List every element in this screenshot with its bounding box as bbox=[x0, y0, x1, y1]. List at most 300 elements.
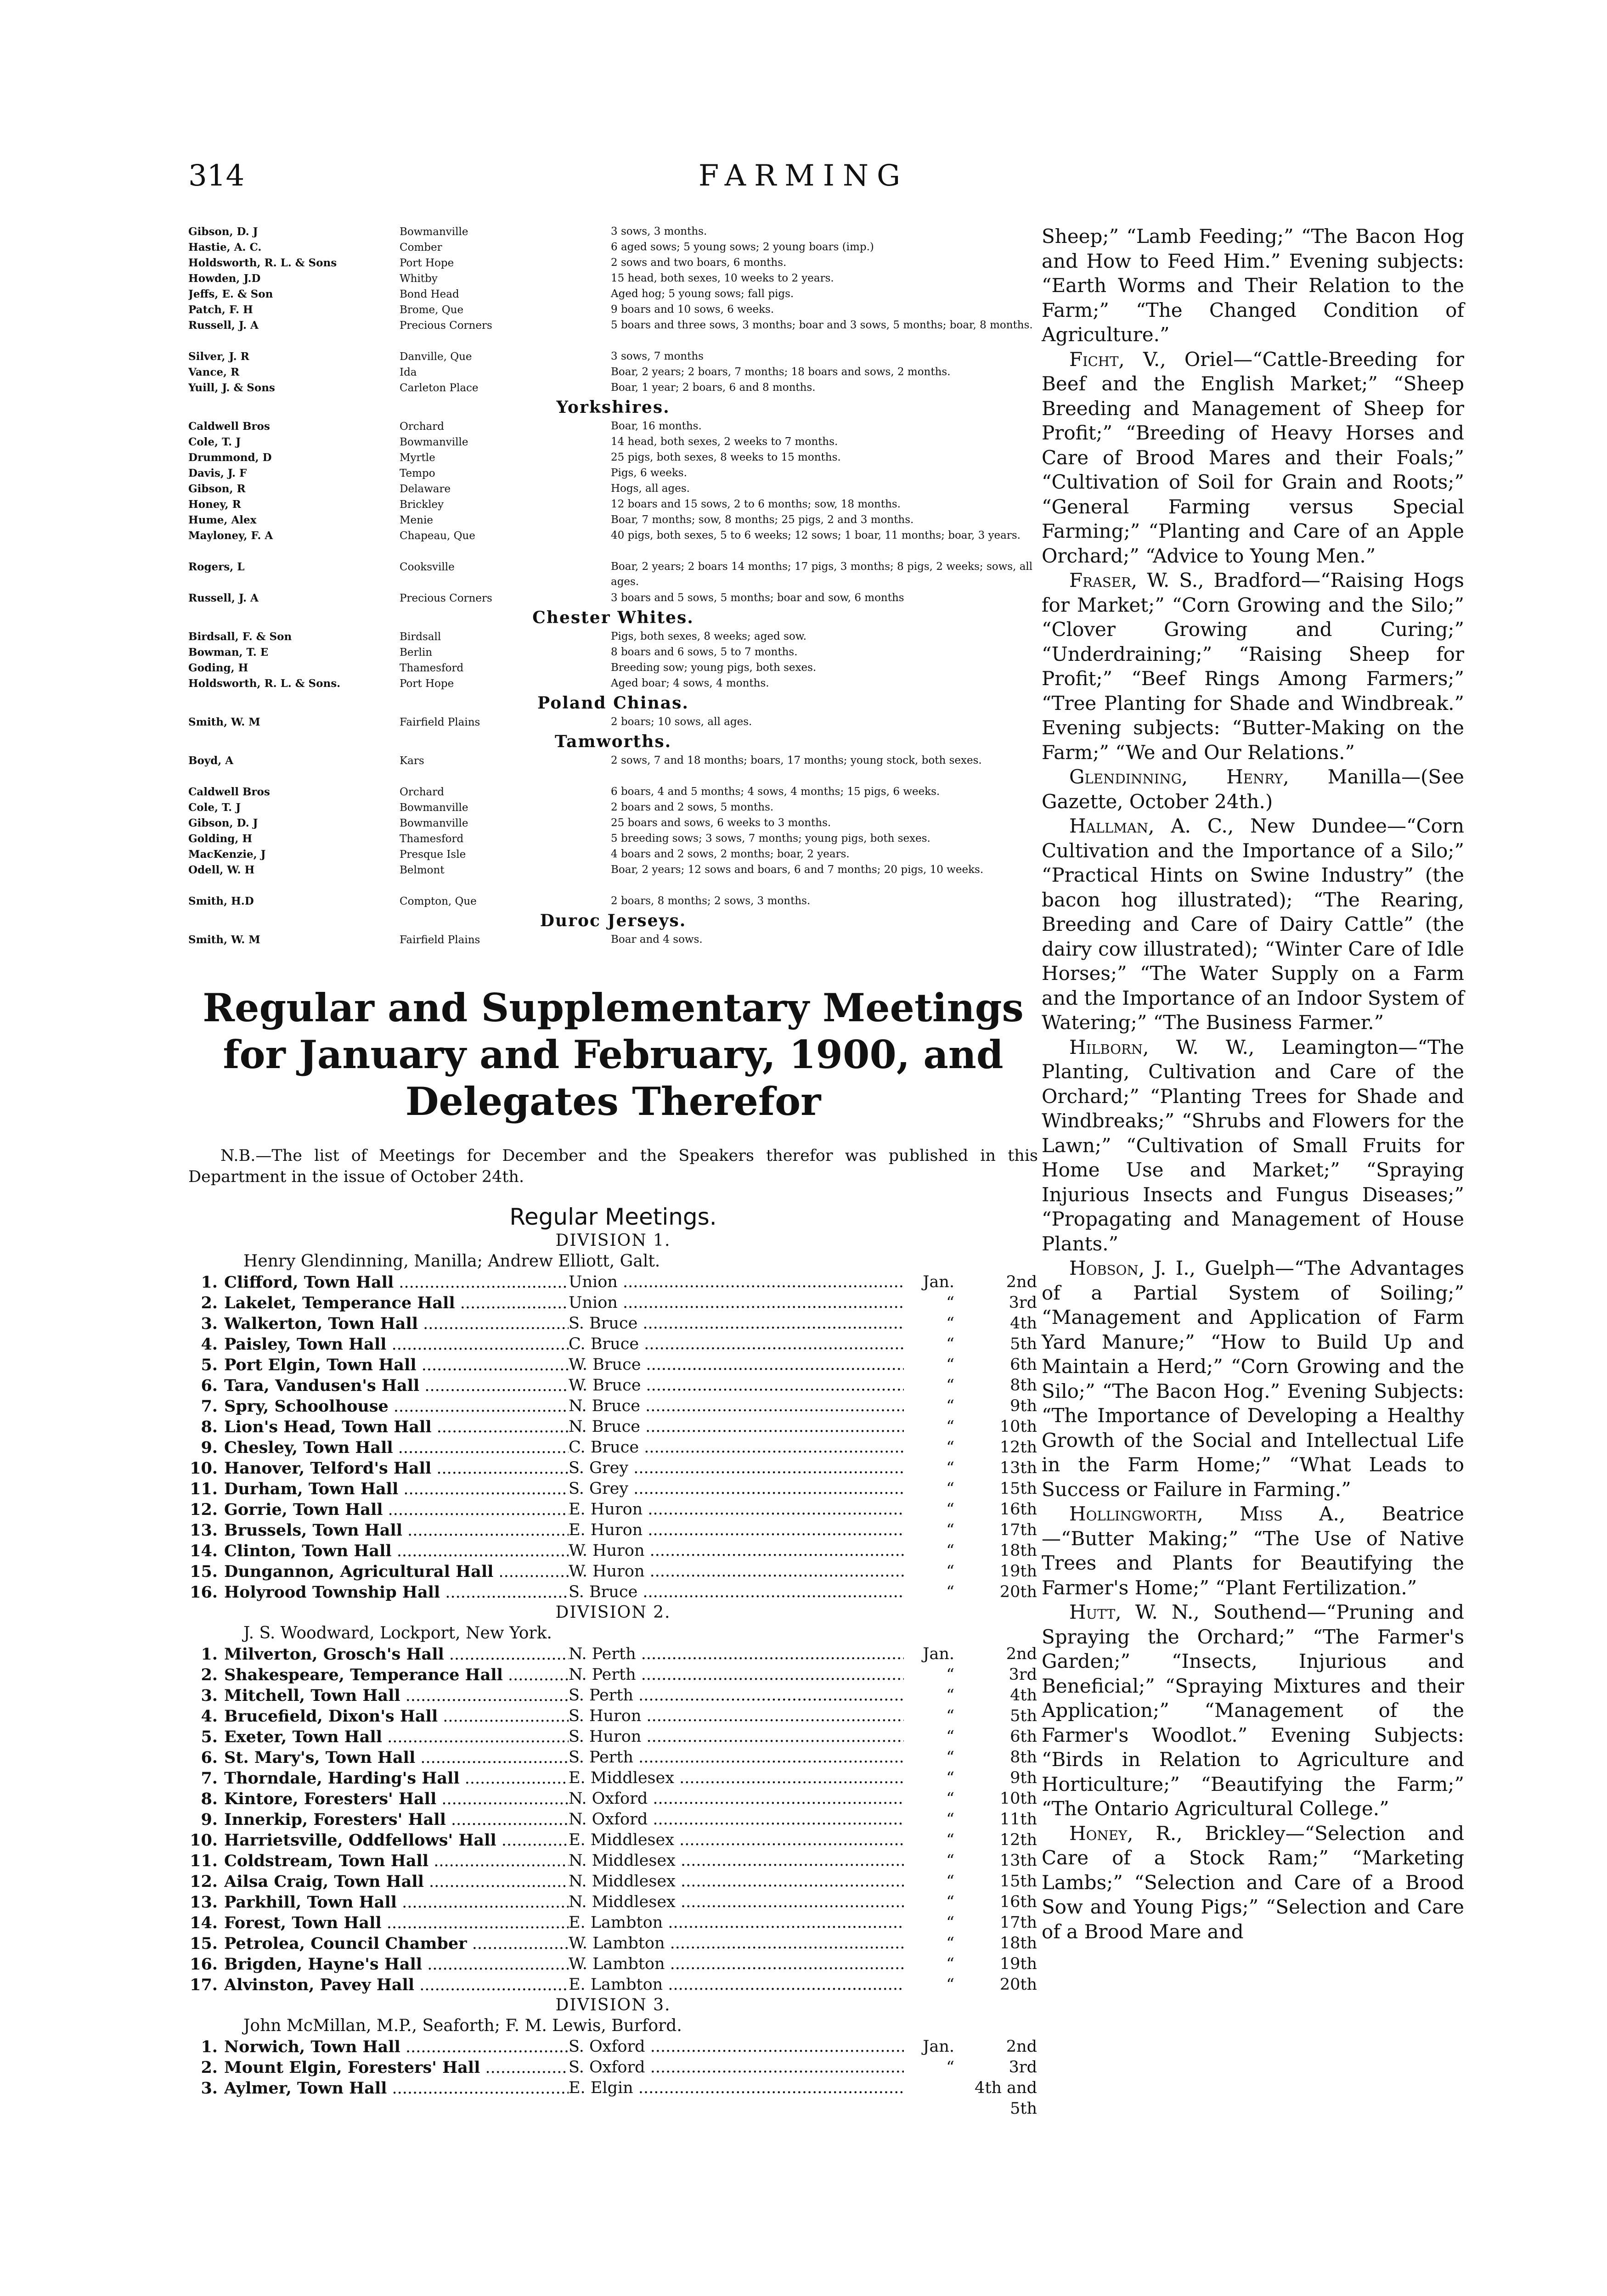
meeting-day: 5th bbox=[1010, 1335, 1037, 1353]
breeder-stock: 6 boars, 4 and 5 months; 4 sows, 4 months; 15 pigs, 6 weeks. bbox=[611, 786, 940, 798]
breeder-location: Whitby bbox=[400, 273, 438, 285]
breeder-name: Yuill, J. & Sons bbox=[188, 382, 275, 394]
meeting-number: 3. bbox=[201, 2079, 218, 2098]
meeting-month: “ bbox=[946, 1459, 954, 1477]
breeder-row bbox=[188, 466, 1038, 481]
meeting-number: 1. bbox=[201, 2037, 218, 2056]
breeder-location: Belmont bbox=[400, 864, 445, 876]
breeder-stock: 25 boars and sows, 6 weeks to 3 months. bbox=[611, 817, 831, 829]
breeder-row bbox=[188, 660, 1038, 676]
section-heading-duroc-jerseys: Duroc Jerseys. bbox=[540, 911, 687, 930]
breeder-row bbox=[188, 240, 1038, 255]
meeting-number: 8. bbox=[201, 1418, 218, 1436]
meeting-place: Innerkip, Foresters' Hall ..... bbox=[224, 1809, 569, 1830]
meeting-place: Tara, Vandusen's Hall ..... bbox=[224, 1375, 569, 1396]
breeder-row bbox=[188, 318, 1038, 349]
breeder-stock: Aged hog; 5 young sows; fall pigs. bbox=[611, 288, 794, 300]
breeder-name: Odell, W. H bbox=[188, 864, 255, 876]
meeting-county: S. Perth ..... bbox=[569, 1747, 904, 1768]
meeting-month: “ bbox=[946, 1728, 954, 1746]
meeting-place: Lakelet, Temperance Hall ..... bbox=[224, 1293, 569, 1313]
meeting-place: Ailsa Craig, Town Hall ..... bbox=[224, 1871, 569, 1892]
meeting-number: 3. bbox=[201, 1314, 218, 1333]
meeting-day: 15th bbox=[999, 1872, 1037, 1891]
breeder-row bbox=[188, 349, 1038, 365]
left-column bbox=[188, 224, 1038, 2118]
breeder-name: Boyd, A bbox=[188, 754, 234, 767]
section-heading-tamworths: Tamworths. bbox=[554, 732, 672, 751]
meeting-county: Union ..... bbox=[569, 1272, 904, 1293]
meeting-month: Jan. bbox=[923, 1645, 954, 1663]
meeting-number: 7. bbox=[201, 1397, 218, 1416]
meeting-county: S. Grey ..... bbox=[569, 1479, 904, 1499]
speaker-entry bbox=[1042, 224, 1464, 347]
meeting-county: W. Bruce ..... bbox=[569, 1375, 904, 1396]
meeting-number: 4. bbox=[201, 1335, 218, 1354]
meeting-county: E. Elgin ..... bbox=[569, 2078, 904, 2099]
breeder-stock: 8 boars and 6 sows, 5 to 7 months. bbox=[611, 646, 798, 658]
meeting-row bbox=[188, 1479, 1038, 1499]
article-note: N.B.—The list of Meetings for December and the Speakers therefor was published in this Department in the issue of October 24th. bbox=[188, 1147, 1038, 1186]
meeting-county: N. Oxford ..... bbox=[569, 1789, 904, 1809]
meeting-row bbox=[188, 1871, 1038, 1892]
breeder-location: Brickley bbox=[400, 499, 444, 511]
breeder-stock: 2 sows and two boars, 6 months. bbox=[611, 257, 787, 269]
meeting-row bbox=[188, 1582, 1038, 1603]
breeder-location: Fairfield Plains bbox=[400, 934, 480, 946]
meeting-number: 12. bbox=[190, 1872, 218, 1891]
breeder-stock: 4 boars and 2 sows, 2 months; boar, 2 years. bbox=[611, 848, 850, 860]
meeting-county: S. Bruce ..... bbox=[569, 1313, 904, 1334]
meeting-row bbox=[188, 1685, 1038, 1706]
breeder-name: Caldwell Bros bbox=[188, 786, 270, 798]
meeting-place: Brigden, Hayne's Hall ..... bbox=[224, 1954, 569, 1975]
meeting-month: “ bbox=[946, 1356, 954, 1374]
meeting-row bbox=[188, 1520, 1038, 1541]
meeting-county: E. Lambton ..... bbox=[569, 1975, 904, 1995]
breeder-row bbox=[188, 591, 1038, 606]
speaker-name: Glendinning, Henry bbox=[1069, 765, 1283, 788]
meeting-number: 6. bbox=[201, 1748, 218, 1767]
meeting-county: W. Huron ..... bbox=[569, 1541, 904, 1561]
meeting-county: S. Huron ..... bbox=[569, 1706, 904, 1727]
breeder-stock: Aged boar; 4 sows, 4 months. bbox=[611, 677, 769, 689]
breeder-name: Cole, T. J bbox=[188, 436, 241, 448]
breeder-name: Gibson, D. J bbox=[188, 225, 258, 238]
meeting-row bbox=[188, 1830, 1038, 1851]
breeder-list-yorkshires bbox=[188, 419, 1038, 606]
meeting-month: “ bbox=[946, 2058, 954, 2077]
meeting-county: S. Grey ..... bbox=[569, 1458, 904, 1479]
speaker-entry bbox=[1042, 347, 1464, 568]
meeting-month: “ bbox=[946, 1438, 954, 1457]
division-2-speakers: J. S. Woodward, Lockport, New York. bbox=[243, 1624, 552, 1643]
breeder-location: Myrtle bbox=[400, 452, 435, 464]
breeder-stock: Boar, 16 months. bbox=[611, 420, 702, 432]
breeder-location: Bowmanville bbox=[400, 436, 468, 448]
meeting-place: Coldstream, Town Hall ..... bbox=[224, 1851, 569, 1871]
breeder-stock: Hogs, all ages. bbox=[611, 483, 690, 495]
speaker-topics: , New Dundee—“Corn Cultivation and the Importance of a Silo;” “Practical Hints on Swine Industry” (the bacon hog illustrated); “The Rearing, Breeding and Care of Dairy Cattle” (the dairy cow illustrated); “Winter Care of Idle Horses;” “The Water Supply on a Farm and the Importance of an Indoor System of Watering;” “The Business Farmer.” bbox=[1042, 815, 1464, 1034]
breeder-stock: 3 sows, 7 months bbox=[611, 350, 704, 362]
breeder-location: Menie bbox=[400, 514, 433, 526]
article-title: Regular and Supplementary Meetings for January and February, 1900, and Delegates Therefor bbox=[203, 985, 1024, 1124]
breeder-list-berkshires bbox=[188, 224, 1038, 396]
breeder-stock: Boar, 1 year; 2 boars, 6 and 8 months. bbox=[611, 382, 816, 394]
breeder-name: Smith, H.D bbox=[188, 895, 254, 907]
meeting-county: E. Middlesex ..... bbox=[569, 1830, 904, 1851]
breeder-location: Ida bbox=[400, 366, 417, 378]
meeting-county: N. Middlesex ..... bbox=[569, 1871, 904, 1892]
speaker-name: Hallman, A. C. bbox=[1069, 815, 1228, 837]
meeting-row bbox=[188, 1809, 1038, 1830]
breeder-stock: 15 head, both sexes, 10 weeks to 2 years. bbox=[611, 272, 834, 284]
breeder-name: Drummond, D bbox=[188, 451, 272, 464]
breeder-stock: 3 boars and 5 sows, 5 months; boar and sow, 6 months bbox=[611, 592, 904, 604]
meeting-row bbox=[188, 1851, 1038, 1871]
breeder-name: Hume, Alex bbox=[188, 514, 257, 526]
meeting-month: “ bbox=[946, 1810, 954, 1829]
meeting-county: E. Lambton ..... bbox=[569, 1913, 904, 1933]
meeting-day: 9th bbox=[1010, 1769, 1037, 1787]
breeder-location: Bond Head bbox=[400, 288, 459, 300]
meeting-row bbox=[188, 1913, 1038, 1933]
breeder-location: Port Hope bbox=[400, 257, 454, 269]
meeting-row bbox=[188, 1499, 1038, 1520]
breeder-name: Holdsworth, R. L. & Sons bbox=[188, 257, 337, 269]
meeting-month: “ bbox=[946, 1790, 954, 1808]
section-heading-yorkshires: Yorkshires. bbox=[556, 398, 670, 417]
meeting-row bbox=[188, 1355, 1038, 1375]
breeder-location: Orchard bbox=[400, 786, 444, 798]
meeting-day: 19th bbox=[999, 1562, 1037, 1581]
meeting-day: 2nd bbox=[1006, 1273, 1037, 1291]
meeting-place: Brussels, Town Hall ..... bbox=[224, 1520, 569, 1541]
meeting-county: N. Middlesex ..... bbox=[569, 1851, 904, 1871]
breeder-row bbox=[188, 559, 1038, 591]
meeting-month: “ bbox=[946, 1521, 954, 1539]
breeder-name: Howden, J.D bbox=[188, 272, 261, 285]
breeder-location: Orchard bbox=[400, 421, 444, 433]
meeting-place: Clifford, Town Hall ..... bbox=[224, 1272, 569, 1293]
meeting-row bbox=[188, 1293, 1038, 1313]
meeting-place: Kintore, Foresters' Hall ..... bbox=[224, 1789, 569, 1809]
meeting-county: W. Lambton ..... bbox=[569, 1954, 904, 1975]
breeder-location: Danville, Que bbox=[400, 351, 472, 363]
meeting-month: “ bbox=[946, 1955, 954, 1973]
breeder-name: Smith, W. M bbox=[188, 934, 260, 946]
meeting-place: Spry, Schoolhouse ..... bbox=[224, 1396, 569, 1417]
meeting-month: “ bbox=[946, 1562, 954, 1581]
division-2-heading: DIVISION 2. bbox=[555, 1603, 671, 1622]
meeting-number: 5. bbox=[201, 1356, 218, 1374]
breeder-location: Presque Isle bbox=[400, 849, 466, 861]
speaker-name: Hollingworth, Miss A. bbox=[1069, 1503, 1339, 1525]
speaker-topics: , Southend—“Pruning and Spraying the Orchard;” “The Farmer's Garden;” “Insects, Injurious and Beneficial;” “Spraying Mixtures and their Application;” “Management of the Farmer's Woodlot.” Evening Subjects: “Birds in Relation to Agriculture and Horticulture;” “Beautifying the Farm;” “The Ontario Agricultural College.” bbox=[1042, 1601, 1464, 1820]
speaker-name: Hutt, W. N. bbox=[1069, 1601, 1194, 1623]
meeting-day: 20th bbox=[999, 1583, 1037, 1601]
breeder-row bbox=[188, 481, 1038, 497]
meeting-place: Aylmer, Town Hall ..... bbox=[224, 2078, 569, 2099]
breeder-stock: 5 breeding sows; 3 sows, 7 months; young pigs, both sexes. bbox=[611, 833, 930, 844]
speaker-name: Hilborn, W. W. bbox=[1069, 1035, 1248, 1058]
breeder-name: Holdsworth, R. L. & Sons. bbox=[188, 677, 341, 690]
breeder-row bbox=[188, 271, 1038, 287]
breeder-name: Cole, T. J bbox=[188, 801, 241, 814]
meeting-county: S. Oxford ..... bbox=[569, 2037, 904, 2057]
breeder-location: Thamesford bbox=[400, 833, 464, 845]
meeting-month: Jan. bbox=[923, 1273, 954, 1291]
meeting-place: Milverton, Grosch's Hall ..... bbox=[224, 1644, 569, 1665]
speaker-entry bbox=[1042, 765, 1464, 814]
breeder-list-chester-whites bbox=[188, 629, 1038, 692]
breeder-location: Bowmanville bbox=[400, 226, 468, 238]
breeder-stock: 2 boars, 8 months; 2 sows, 3 months. bbox=[611, 895, 811, 907]
meeting-month: “ bbox=[946, 1314, 954, 1333]
breeder-name: Silver, J. R bbox=[188, 350, 249, 363]
meeting-number: 15. bbox=[190, 1562, 218, 1581]
breeder-list-poland-chinas bbox=[188, 715, 1038, 730]
meeting-day: 8th bbox=[1010, 1376, 1037, 1395]
speaker-topics: , Bradford—“Raising Hogs for Market;” “Corn Growing and the Silo;” “Clover Growing and Curing;” “Underdraining;” “Raising Sheep for Profit;” “Beef Rings Among Farmers;” “Tree Planting for Shade and Windbreak.” Evening subjects: “Butter-Making on the Farm;” “We and Our Relations.” bbox=[1042, 569, 1464, 764]
meeting-row bbox=[188, 1396, 1038, 1417]
meeting-month: “ bbox=[946, 1294, 954, 1312]
speaker-topics: , Manilla—(See Gazette, October 24th.) bbox=[1042, 765, 1464, 813]
meeting-day: 8th bbox=[1010, 1748, 1037, 1767]
meeting-row bbox=[188, 1437, 1038, 1458]
breeder-name: Patch, F. H bbox=[188, 304, 253, 316]
meeting-county: E. Huron ..... bbox=[569, 1520, 904, 1541]
meeting-row bbox=[188, 2078, 1038, 2118]
breeder-stock: 9 boars and 10 sows, 6 weeks. bbox=[611, 304, 774, 315]
speaker-entry bbox=[1042, 568, 1464, 765]
breeder-row bbox=[188, 255, 1038, 271]
meeting-month: “ bbox=[946, 1666, 954, 1684]
meeting-county: N. Perth ..... bbox=[569, 1665, 904, 1685]
page-number: 314 bbox=[188, 159, 245, 193]
meeting-day: 17th bbox=[999, 1521, 1037, 1539]
division-1-speakers: Henry Glendinning, Manilla; Andrew Elliott, Galt. bbox=[243, 1252, 660, 1271]
regular-meetings-heading: Regular Meetings. bbox=[509, 1204, 717, 1230]
meeting-place: Clinton, Town Hall ..... bbox=[224, 1541, 569, 1561]
breeder-name: Gibson, R bbox=[188, 483, 246, 495]
breeder-stock: 2 boars and 2 sows, 5 months. bbox=[611, 801, 774, 813]
breeder-location: Precious Corners bbox=[400, 592, 492, 604]
meeting-county: W. Lambton ..... bbox=[569, 1933, 904, 1954]
speaker-name: Honey, R. bbox=[1069, 1822, 1177, 1845]
meeting-day: 2nd bbox=[1006, 2037, 1037, 2056]
breeder-name: Caldwell Bros bbox=[188, 420, 270, 433]
breeder-name: Smith, W. M bbox=[188, 716, 260, 728]
breeder-name: Hastie, A. C. bbox=[188, 241, 262, 253]
breeder-location: Chapeau, Que bbox=[400, 530, 475, 542]
meeting-month: “ bbox=[946, 1769, 954, 1787]
meeting-place: Mitchell, Town Hall ..... bbox=[224, 1685, 569, 1706]
meeting-day: 2nd bbox=[1006, 1645, 1037, 1663]
meeting-county: N. Perth ..... bbox=[569, 1644, 904, 1665]
meeting-month: Jan. bbox=[923, 2037, 954, 2056]
meeting-number: 2. bbox=[201, 1666, 218, 1684]
breeder-row bbox=[188, 512, 1038, 528]
meeting-number: 13. bbox=[190, 1893, 218, 1912]
breeder-row bbox=[188, 676, 1038, 692]
breeder-list-tamworths bbox=[188, 753, 1038, 909]
breeder-location: Bowmanville bbox=[400, 817, 468, 829]
breeder-name: Mayloney, F. A bbox=[188, 529, 273, 542]
meeting-county: N. Bruce ..... bbox=[569, 1396, 904, 1417]
meeting-row bbox=[188, 1313, 1038, 1334]
meeting-row bbox=[188, 1789, 1038, 1809]
meeting-number: 3. bbox=[201, 1686, 218, 1705]
speaker-name: Fraser, W. S. bbox=[1069, 569, 1198, 591]
breeder-name: Rogers, L bbox=[188, 561, 245, 573]
meeting-month: “ bbox=[946, 1934, 954, 1953]
speaker-topics: , Oriel—“Cattle-Breeding for Beef and the English Market;” “Sheep Breeding and Management of Sheep for Profit;” “Breeding of Heavy Horses and Care of Brood Mares and their Foals;” “Cultivation of Soil for Grain and Roots;” “General Farming versus Special Farming;” “Planting and Care of an Apple Orchard;” “Advice to Young Men.” bbox=[1042, 348, 1464, 567]
breeder-list-duroc-jerseys bbox=[188, 932, 1038, 948]
meeting-number: 9. bbox=[201, 1438, 218, 1457]
breeder-location: Compton, Que bbox=[400, 895, 477, 907]
meeting-day: 3rd bbox=[1009, 1294, 1037, 1312]
meeting-row bbox=[188, 1727, 1038, 1747]
breeder-stock: Boar, 7 months; sow, 8 months; 25 pigs, 2 and 3 months. bbox=[611, 514, 914, 526]
meeting-county: E. Huron ..... bbox=[569, 1499, 904, 1520]
meeting-day: 3rd bbox=[1009, 1666, 1037, 1684]
speaker-entry bbox=[1042, 1256, 1464, 1502]
meeting-number: 14. bbox=[190, 1542, 218, 1560]
meeting-place: Norwich, Town Hall ..... bbox=[224, 2037, 569, 2057]
breeder-name: Gibson, D. J bbox=[188, 817, 258, 829]
meeting-day: 17th bbox=[999, 1913, 1037, 1932]
meeting-place: Durham, Town Hall ..... bbox=[224, 1479, 569, 1499]
meeting-row bbox=[188, 1375, 1038, 1396]
section-heading-chester-whites: Chester Whites. bbox=[532, 608, 694, 627]
meeting-day: 4th and 5th bbox=[975, 2079, 1037, 2118]
meeting-county: N. Middlesex ..... bbox=[569, 1892, 904, 1913]
meeting-place: Mount Elgin, Foresters' Hall ..... bbox=[224, 2057, 569, 2078]
breeder-location: Comber bbox=[400, 242, 442, 253]
breeder-row bbox=[188, 831, 1038, 847]
breeder-location: Berlin bbox=[400, 647, 433, 658]
meeting-month: “ bbox=[946, 1831, 954, 1849]
meeting-row bbox=[188, 1272, 1038, 1293]
section-heading-poland-chinas: Poland Chinas. bbox=[537, 693, 689, 713]
meeting-month: “ bbox=[946, 1500, 954, 1519]
division-3-speakers: John McMillan, M.P., Seaforth; F. M. Lewis, Burford. bbox=[243, 2016, 682, 2035]
meeting-number: 16. bbox=[190, 1955, 218, 1974]
meeting-row bbox=[188, 1561, 1038, 1582]
meeting-number: 8. bbox=[201, 1790, 218, 1808]
meeting-row bbox=[188, 1747, 1038, 1768]
meeting-day: 20th bbox=[999, 1975, 1037, 1994]
meeting-day: 4th bbox=[1010, 1686, 1037, 1705]
breeder-row bbox=[188, 365, 1038, 380]
meeting-list-division-2 bbox=[188, 1644, 1038, 1995]
breeder-row bbox=[188, 894, 1038, 909]
speaker-topics: , Beatrice—“Butter Making;” “The Use of Native Trees and Plants for Beautifying the Farmer's Home;” “Plant Fertilization.” bbox=[1042, 1503, 1465, 1599]
meeting-county: C. Bruce ..... bbox=[569, 1437, 904, 1458]
meeting-day: 10th bbox=[999, 1418, 1037, 1436]
breeder-row bbox=[188, 287, 1038, 302]
breeder-row bbox=[188, 932, 1038, 948]
breeder-stock: Pigs, both sexes, 8 weeks; aged sow. bbox=[611, 630, 806, 642]
breeder-location: Thamesford bbox=[400, 662, 464, 674]
meeting-month: “ bbox=[946, 1397, 954, 1415]
meeting-number: 17. bbox=[190, 1975, 218, 1994]
breeder-row bbox=[188, 497, 1038, 512]
meeting-month: “ bbox=[946, 1872, 954, 1891]
breeder-name: Golding, H bbox=[188, 833, 253, 845]
breeder-stock: Breeding sow; young pigs, both sexes. bbox=[611, 662, 817, 674]
meeting-county: W. Bruce ..... bbox=[569, 1355, 904, 1375]
breeder-stock: 6 aged sows; 5 young sows; 2 young boars (imp.) bbox=[611, 241, 874, 253]
meeting-place: Thorndale, Harding's Hall ..... bbox=[224, 1768, 569, 1789]
meeting-number: 6. bbox=[201, 1376, 218, 1395]
meeting-number: 1. bbox=[201, 1273, 218, 1292]
breeder-stock: 2 sows, 7 and 18 months; boars, 17 months; young stock, both sexes. bbox=[611, 754, 982, 766]
right-column-speakers bbox=[1042, 224, 1464, 1944]
meeting-place: Exeter, Town Hall ..... bbox=[224, 1727, 569, 1747]
meeting-month: “ bbox=[946, 1583, 954, 1601]
meeting-day: 16th bbox=[999, 1500, 1037, 1519]
breeder-name: Davis, J. F bbox=[188, 467, 247, 479]
meeting-place: Petrolea, Council Chamber ..... bbox=[224, 1933, 569, 1954]
breeder-stock: Boar, 2 years; 12 sows and boars, 6 and 7 months; 20 pigs, 10 weeks. bbox=[611, 864, 984, 876]
meeting-number: 11. bbox=[190, 1480, 218, 1498]
meeting-place: Dungannon, Agricultural Hall ..... bbox=[224, 1561, 569, 1582]
breeder-name: Birdsall, F. & Son bbox=[188, 630, 292, 643]
breeder-location: Tempo bbox=[400, 467, 435, 479]
meeting-row bbox=[188, 1892, 1038, 1913]
meeting-month: “ bbox=[946, 1418, 954, 1436]
meeting-month: “ bbox=[946, 1851, 954, 1870]
breeder-stock: 3 sows, 3 months. bbox=[611, 225, 707, 237]
meeting-place: Holyrood Township Hall ..... bbox=[224, 1582, 569, 1603]
meeting-row bbox=[188, 1458, 1038, 1479]
meeting-number: 16. bbox=[190, 1583, 218, 1602]
meeting-place: Alvinston, Pavey Hall ..... bbox=[224, 1975, 569, 1995]
meeting-day: 15th bbox=[999, 1480, 1037, 1498]
breeder-row bbox=[188, 380, 1038, 396]
breeder-location: Cooksville bbox=[400, 561, 455, 573]
breeder-row bbox=[188, 784, 1038, 800]
breeder-name: Goding, H bbox=[188, 662, 248, 674]
running-head: FARMING bbox=[698, 159, 909, 193]
meeting-list-division-1 bbox=[188, 1272, 1038, 1603]
meeting-month: “ bbox=[946, 1975, 954, 1994]
meeting-place: Shakespeare, Temperance Hall ..... bbox=[224, 1665, 569, 1685]
meeting-number: 11. bbox=[190, 1851, 218, 1870]
meeting-place: Forest, Town Hall ..... bbox=[224, 1913, 569, 1933]
meeting-county: C. Bruce ..... bbox=[569, 1334, 904, 1355]
meeting-month: “ bbox=[946, 1376, 954, 1395]
meeting-day: 4th bbox=[1010, 1314, 1037, 1333]
meeting-number: 5. bbox=[201, 1728, 218, 1746]
meeting-number: 12. bbox=[190, 1500, 218, 1519]
breeder-stock: 5 boars and three sows, 3 months; boar and 3 sows, 5 months; boar, 8 months. bbox=[611, 319, 1033, 331]
breeder-location: Fairfield Plains bbox=[400, 716, 480, 728]
breeder-stock: Boar, 2 years; 2 boars 14 months; 17 pigs, 3 months; 8 pigs, 2 weeks; sows, all ages. bbox=[611, 561, 1033, 588]
meeting-row bbox=[188, 1334, 1038, 1355]
meeting-number: 1. bbox=[201, 1645, 218, 1664]
meeting-row bbox=[188, 1541, 1038, 1561]
breeder-name: MacKenzie, J bbox=[188, 848, 266, 861]
meeting-row bbox=[188, 1417, 1038, 1437]
meeting-number: 10. bbox=[190, 1459, 218, 1478]
meeting-place: St. Mary's, Town Hall ..... bbox=[224, 1747, 569, 1768]
breeder-row bbox=[188, 224, 1038, 240]
speaker-entry bbox=[1042, 814, 1464, 1035]
meeting-number: 4. bbox=[201, 1707, 218, 1726]
